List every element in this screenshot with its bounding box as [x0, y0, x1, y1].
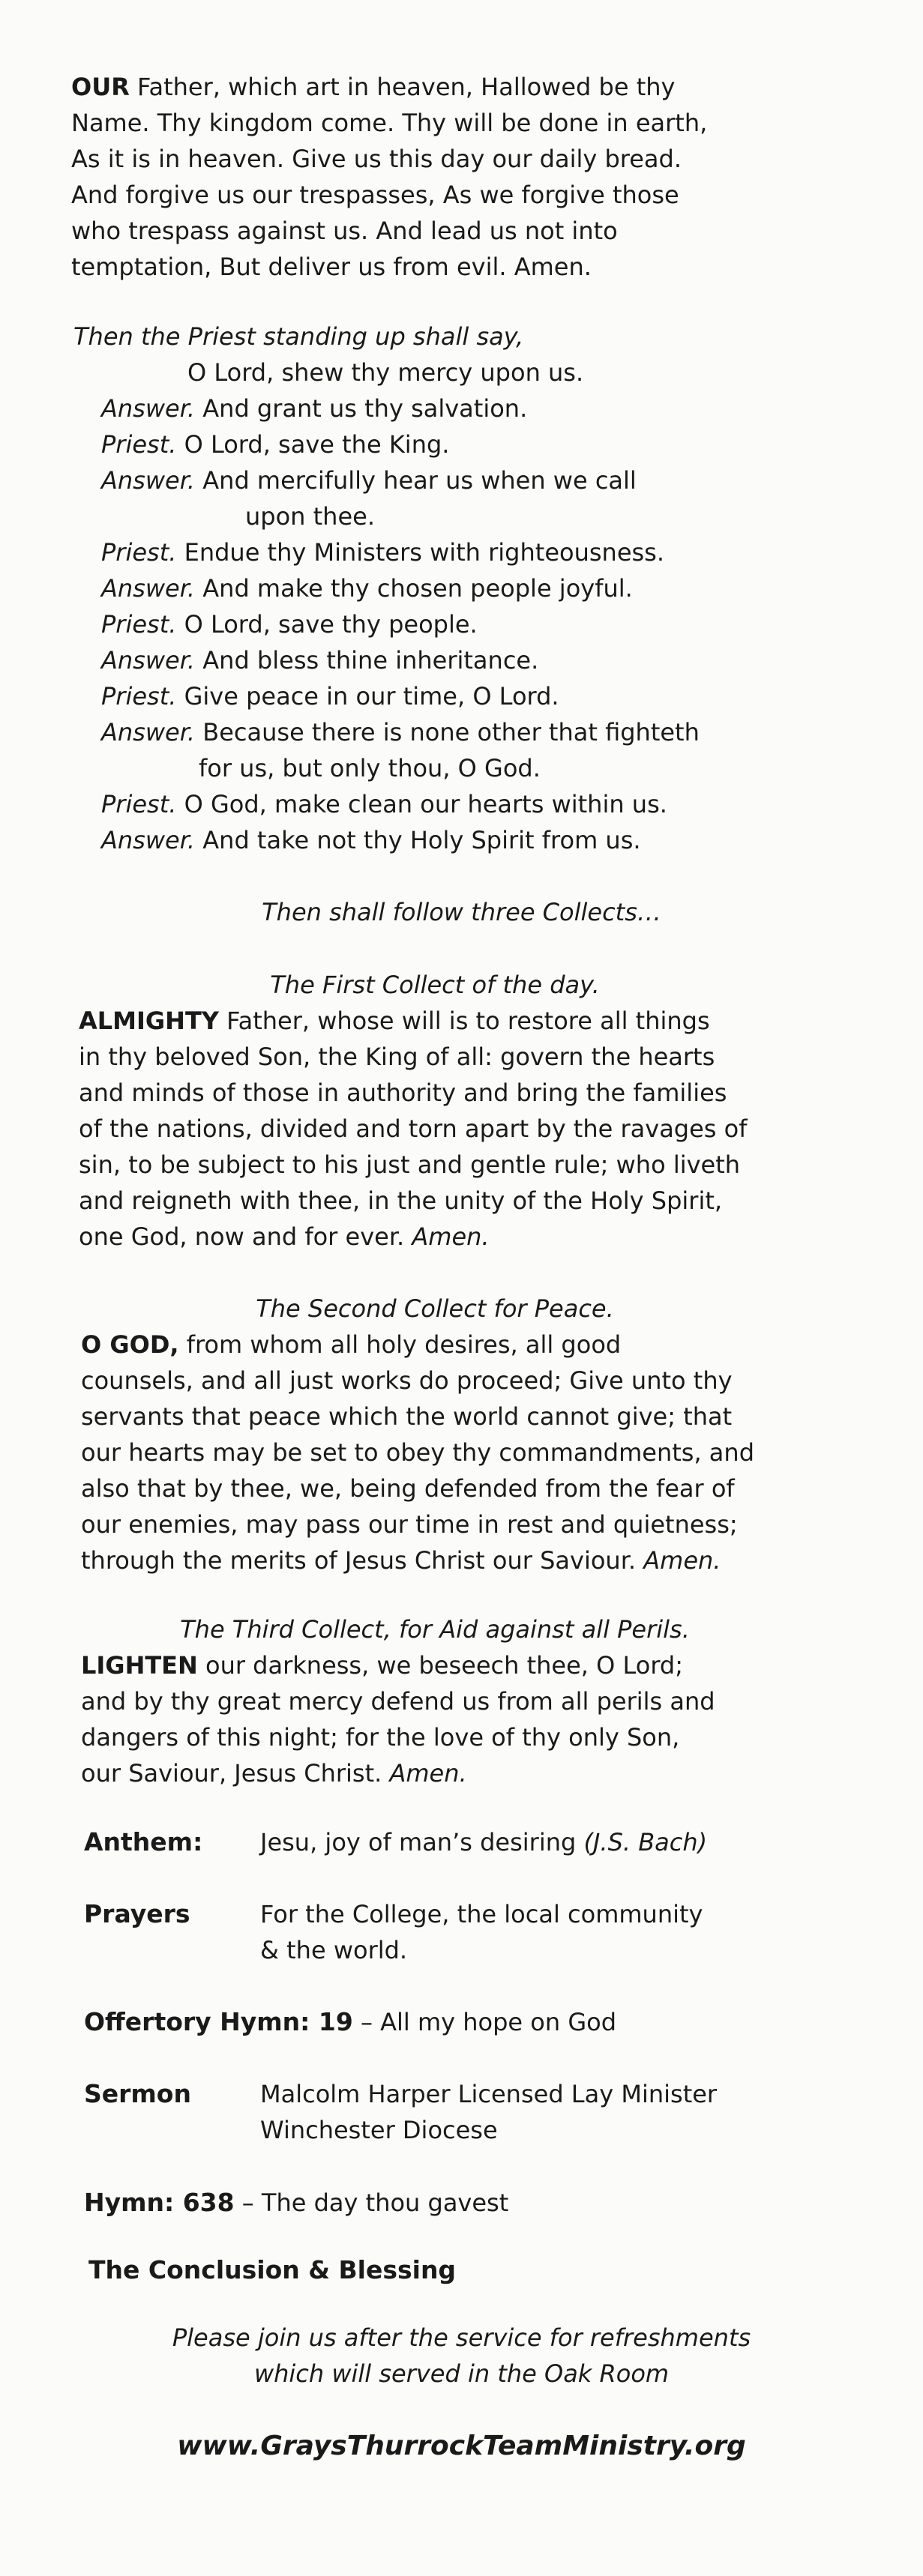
versicle-line: Answer. Because there is none other that fighteth	[101, 718, 700, 746]
speaker-label: Answer.	[101, 574, 196, 603]
collect2-lead: O GOD,	[81, 1330, 179, 1359]
website-link[interactable]: www.GraysThurrockTeamMinistry.org	[177, 2431, 746, 2461]
collect2-text: O GOD, from whom all holy desires, all good counsels, and all just works do proceed; Give unto thy servants that peace which the world cannot give; that our hearts may be set to obey thy commandments, and also that by thee, we, being defended from the fear of our enemies, may pass our time in rest and quietness; through the merits of Jesus Christ our Saviour. Amen.	[81, 1330, 754, 1575]
sermon-label: Sermon	[84, 2079, 191, 2108]
lords-prayer-line: who trespass against us. And lead us not into	[71, 217, 618, 245]
speaker-label: Answer.	[101, 826, 196, 854]
versicles-rubric: Then the Priest standing up shall say,	[73, 322, 524, 351]
speaker-label: Priest.	[101, 538, 177, 567]
collect3-text: LIGHTEN our darkness, we beseech thee, O Lord; and by thy great mercy defend us from all perils and dangers of this night; for the love of thy only Son, our Saviour, Jesus Christ. Amen.	[81, 1651, 715, 1788]
collect3-heading: The Third Collect, for Aid against all Perils.	[180, 1615, 690, 1644]
collect3-lead: LIGHTEN	[81, 1651, 198, 1680]
service-sheet-page: OUR Father, which art in heaven, Hallowed be thy Name. Thy kingdom come. Thy will be done in earth, As it is in heaven. Give us this day our daily bread. And forgive us our trespasses, As we forgive those who trespass against us. And lead us not into temptation, But deliver us from evil. Amen. Then the Priest standing up shall say, O Lord, shew thy mercy upon us. Answer. And grant us thy salvation. Priest. O Lord, save the King. Answer. And mercifully hear us when we call upon thee. Priest. Endue thy Ministers with righteousness. Answer. And make thy chosen people joyful. Priest. O Lord, save thy people. Answer. And bless thine inheritance. Priest. Give peace in our time, O Lord. Answer. Because there is none other that fighteth for us, but only thou, O God. Priest. O God, make clean our hearts within us. Answer. And take not thy Holy Spirit from us. Then shall follow three Collects… The First Collect of the day. ALMIGHTY Father, whose will is to restore all things in thy beloved Son, the King of all: govern the hearts and minds of those in authority and bring the families of the nations, divided and torn apart by the ravages of sin, to be subject to his just and gentle rule; who liveth and reigneth with thee, in the unity of the Holy Spirit, one God, now and for ever. Amen. The Second Collect for Peace. O GOD, from whom all holy desires, all good counsels, and all just works do proceed; Give unto thy servants that peace which the world cannot give; that our hearts may be set to obey thy commandments, and also that by thee, we, being defended from the fear of our enemies, may pass our time in rest and quietness; through the merits of Jesus Christ our Saviour. Amen. The Third Collect, for Aid against all Perils. LIGHTEN our darkness, we beseech thee, O Lord; and by thy great mercy defend us from all perils and dangers of this night; for the love of thy only Son, our Saviour, Jesus Christ. Amen. Anthem: Jesu, joy of man’s desiring (J.S. Bach) Prayers For the College, the local community & the world. Offertory Hymn: 19 – All my hope on God Sermon Malcolm Harper Licensed Lay Minister Winchester Diocese Hymn: 638 – The day thou gavest The Conclusion & Blessing Please join us after the service for refreshments which will served in the Oak Room www.GraysThurrockTeamMinistry.org	[0, 0, 923, 2576]
lords-prayer	[71, 69, 881, 285]
offertory-label: Offertory Hymn: 19	[84, 2007, 353, 2036]
speaker-label: Answer.	[101, 466, 196, 495]
versicle-line: Answer. And take not thy Holy Spirit from us.	[101, 826, 641, 854]
collect2-heading: The Second Collect for Peace.	[256, 1294, 614, 1323]
lords-prayer-line: temptation, But deliver us from evil. Amen.	[71, 253, 592, 281]
lords-prayer-line: As it is in heaven. Give us this day our daily bread.	[71, 145, 682, 173]
lords-prayer-line: And forgive us our trespasses, As we forgive those	[71, 181, 679, 209]
lords-prayer-line: Name. Thy kingdom come. Thy will be done in earth,	[71, 109, 708, 137]
versicle-continuation: upon thee.	[245, 502, 375, 531]
anthem-title: Jesu, joy of man’s desiring	[260, 1828, 577, 1856]
versicle-line: Priest. O God, make clean our hearts within us.	[101, 790, 667, 818]
versicle-line: Answer. And grant us thy salvation.	[101, 394, 528, 423]
speaker-label: Priest.	[101, 430, 177, 459]
hymn-title: – The day thou gavest	[241, 2189, 509, 2217]
collect1-amen: Amen.	[412, 1222, 490, 1251]
collect1-text: ALMIGHTY Father, whose will is to restore all things in thy beloved Son, the King of all: govern the hearts and minds of those in authority and bring the families of the nations, divided and torn apart by the ravages of sin, to be subject to his just and gentle rule; who liveth and reigneth with thee, in the unity of the Holy Spirit, one God, now and for ever. Amen.	[79, 1007, 748, 1251]
anthem-composer: (J.S. Bach)	[583, 1828, 708, 1856]
versicles-list	[101, 390, 911, 858]
speaker-label: Priest.	[101, 790, 177, 818]
versicle-continuation: for us, but only thou, O God.	[199, 754, 541, 782]
versicle-line: Answer. And make thy chosen people joyful.	[101, 574, 633, 603]
prayers-label: Prayers	[84, 1899, 190, 1928]
anthem-label: Anthem:	[84, 1827, 203, 1856]
offertory-hymn: – All my hope on God	[360, 2008, 616, 2036]
versicle-line: Priest. Endue thy Ministers with righteousness.	[101, 538, 665, 567]
collects-intro: Then shall follow three Collects…	[262, 898, 661, 926]
versicle-line: Priest. O Lord, save thy people.	[101, 610, 478, 639]
speaker-label: Answer.	[101, 646, 196, 675]
lords-prayer-line: OUR Father, which art in heaven, Hallowed be thy	[71, 73, 676, 101]
versicle-line: Answer. And mercifully hear us when we call	[101, 466, 637, 495]
speaker-label: Priest.	[101, 682, 177, 711]
refreshments-invite: Please join us after the service for refreshments which will served in the Oak Room	[172, 2323, 751, 2388]
versicle-opening: O Lord, shew thy mercy upon us.	[187, 358, 584, 387]
collect3-amen: Amen.	[389, 1759, 467, 1788]
versicle-line: Answer. And bless thine inheritance.	[101, 646, 539, 675]
website-footer	[0, 2428, 923, 2464]
lords-prayer-lead: OUR	[71, 73, 130, 101]
collect2-amen: Amen.	[643, 1546, 721, 1575]
speaker-label: Answer.	[101, 394, 196, 423]
collect1-heading: The First Collect of the day.	[270, 971, 600, 999]
versicle-line: Priest. O Lord, save the King.	[101, 430, 450, 459]
collect1-lead: ALMIGHTY	[79, 1007, 219, 1035]
hymn-label: Hymn: 638	[84, 2188, 235, 2217]
speaker-label: Answer.	[101, 718, 196, 746]
conclusion-row	[88, 2252, 868, 2288]
speaker-label: Priest.	[101, 610, 177, 639]
conclusion-label: The Conclusion & Blessing	[88, 2255, 457, 2284]
versicle-line: Priest. Give peace in our time, O Lord.	[101, 682, 559, 711]
